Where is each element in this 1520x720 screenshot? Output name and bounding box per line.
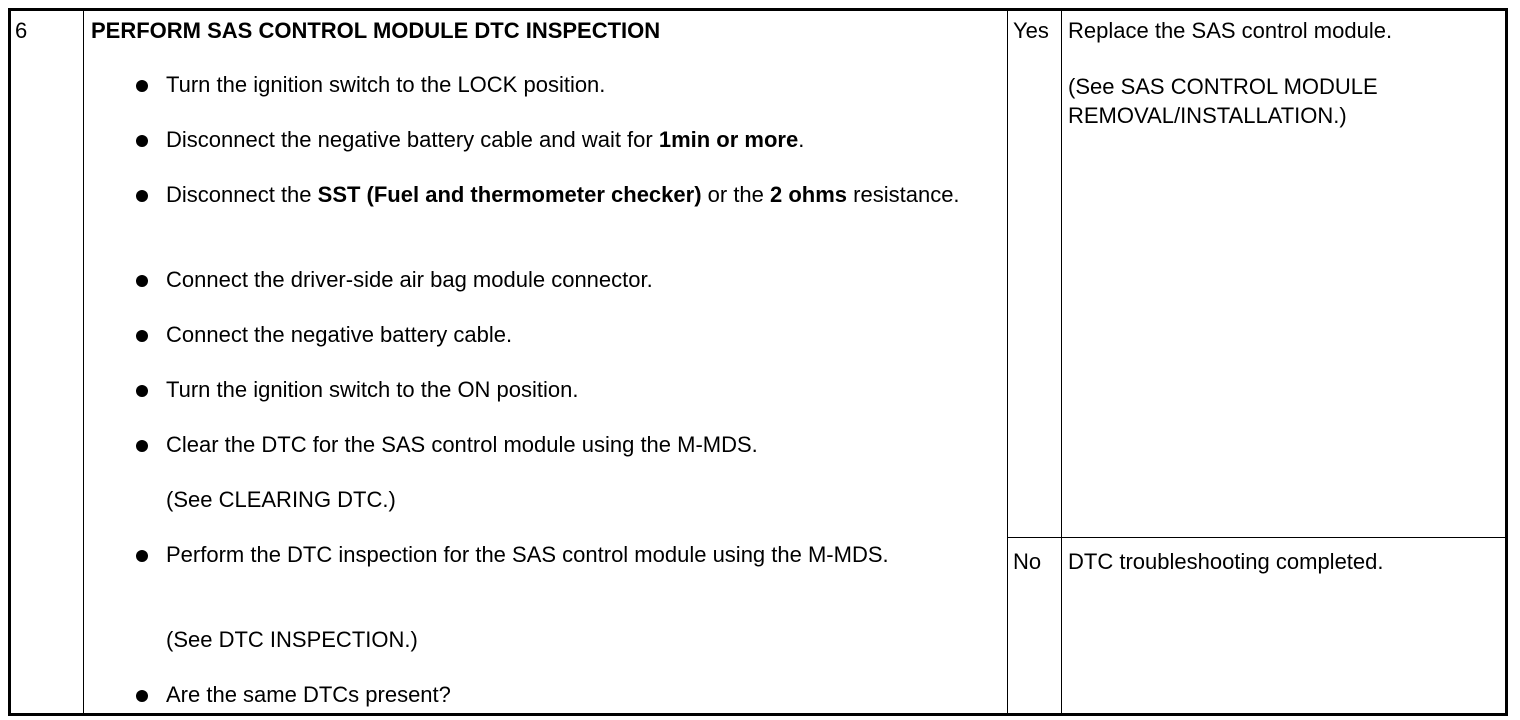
no-action: DTC troubleshooting completed. bbox=[1068, 549, 1384, 574]
yes-reference-link[interactable]: (See SAS CONTROL MODULE REMOVAL/INSTALLATION.) bbox=[1068, 74, 1378, 128]
reference-link[interactable]: (See DTC INSPECTION.) bbox=[166, 627, 418, 652]
step-title: PERFORM SAS CONTROL MODULE DTC INSPECTION bbox=[91, 18, 661, 43]
bullet-icon bbox=[136, 385, 148, 397]
bullet-icon bbox=[136, 550, 148, 562]
bullet-icon bbox=[136, 440, 148, 452]
list-item: Turn the ignition switch to the ON position. bbox=[166, 377, 579, 402]
no-label: No bbox=[1013, 549, 1042, 574]
yes-action: Replace the SAS control module. bbox=[1068, 18, 1393, 43]
column-divider bbox=[1061, 11, 1062, 713]
row-divider bbox=[1007, 537, 1505, 538]
list-item: Disconnect the negative battery cable and wait for 1min or more. bbox=[166, 127, 805, 152]
bullet-icon bbox=[136, 190, 148, 202]
step-number: 6 bbox=[15, 18, 28, 43]
list-item: Clear the DTC for the SAS control module using the M-MDS. bbox=[166, 432, 758, 457]
list-item: Disconnect the SST (Fuel and thermometer checker) or the 2 ohms resistance. bbox=[166, 182, 960, 207]
reference-link[interactable]: (See CLEARING DTC.) bbox=[166, 487, 396, 512]
list-item: Perform the DTC inspection for the SAS control module using the M-MDS. bbox=[166, 542, 889, 567]
list-item: Connect the negative battery cable. bbox=[166, 322, 513, 347]
column-divider bbox=[83, 11, 84, 713]
list-item: Turn the ignition switch to the LOCK position. bbox=[166, 72, 606, 97]
bullet-icon bbox=[136, 330, 148, 342]
bullet-icon bbox=[136, 275, 148, 287]
bullet-icon bbox=[136, 135, 148, 147]
list-item: Are the same DTCs present? bbox=[166, 682, 451, 707]
yes-label: Yes bbox=[1013, 18, 1049, 43]
bullet-icon bbox=[136, 690, 148, 702]
list-item: Connect the driver-side air bag module connector. bbox=[166, 267, 653, 292]
bullet-icon bbox=[136, 80, 148, 92]
column-divider bbox=[1007, 11, 1008, 713]
inspection-table bbox=[8, 8, 1508, 716]
